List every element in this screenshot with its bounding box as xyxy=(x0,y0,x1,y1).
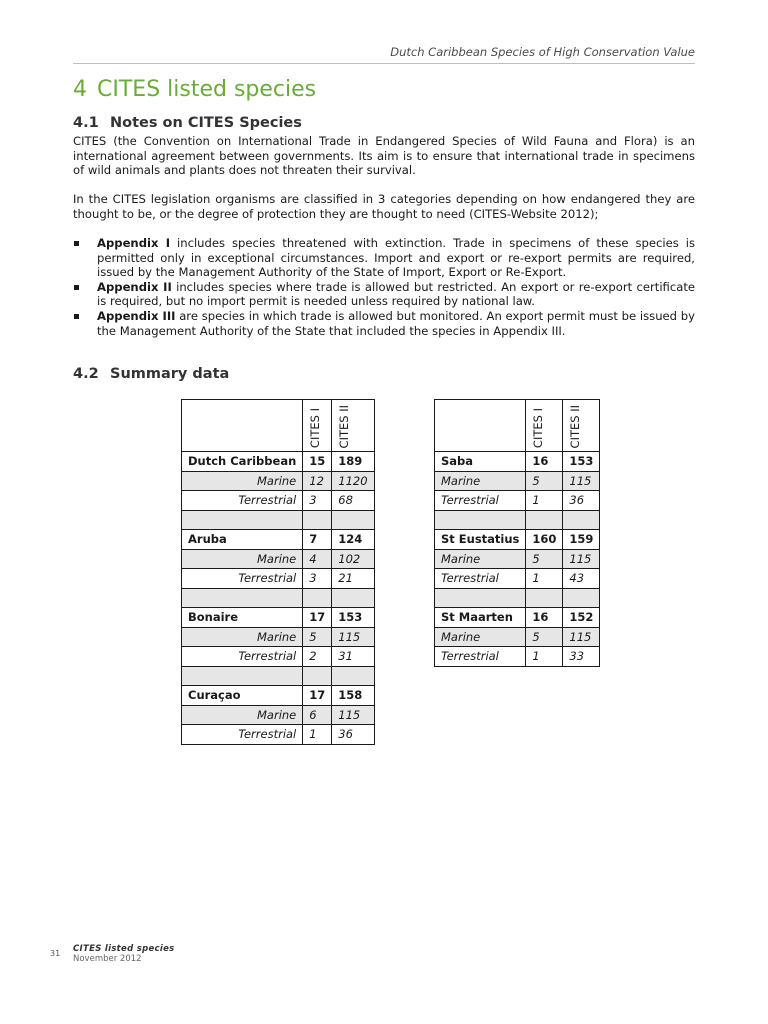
cites-i-value: 17 xyxy=(303,608,332,628)
cites-ii-value: 153 xyxy=(332,608,374,628)
chapter-title xyxy=(73,77,316,102)
row-label: Terrestrial xyxy=(182,725,303,745)
region-name: Curaçao xyxy=(182,686,303,706)
table-spacer-row xyxy=(182,666,375,686)
running-header: Dutch Caribbean Species of High Conservation Value xyxy=(390,45,695,59)
table-row-total xyxy=(182,608,375,628)
appendix-description: includes species where trade is allowed but restricted. An export or re-export certificate is required, but no import permit is needed unless required by national law. xyxy=(97,279,696,309)
cites-ii-value: 1120 xyxy=(332,471,374,491)
section-title: Summary data xyxy=(110,366,230,382)
section-heading-notes xyxy=(73,115,302,131)
row-label: Marine xyxy=(435,549,526,569)
cites-i-value: 3 xyxy=(303,569,332,589)
spacer-cell xyxy=(332,666,374,686)
cites-i-value: 16 xyxy=(526,452,563,472)
chapter-title-text: CITES listed species xyxy=(97,77,317,102)
row-label: Terrestrial xyxy=(182,491,303,511)
appendix-description: are species in which trade is allowed but monitored. An export permit must be issued by the Management Authority of the State that included the species in Appendix III. xyxy=(97,308,695,338)
row-label: Marine xyxy=(435,471,526,491)
cites-i-value: 1 xyxy=(526,647,563,667)
row-label: Marine xyxy=(182,627,303,647)
cites-i-value: 5 xyxy=(526,627,563,647)
island-name: St Eustatius xyxy=(435,530,526,550)
cites-ii-value: 153 xyxy=(563,452,600,472)
appendix-list xyxy=(73,236,695,338)
table-row-terrestrial xyxy=(182,725,375,745)
spacer-cell xyxy=(303,588,332,608)
table-header-row xyxy=(435,400,600,452)
table-row-marine xyxy=(435,471,600,491)
cites-ii-value: 102 xyxy=(332,549,374,569)
summary-table-right xyxy=(434,399,600,667)
island-name: St Maarten xyxy=(435,608,526,628)
cites-ii-value: 115 xyxy=(332,705,374,725)
cites-i-value: 4 xyxy=(303,549,332,569)
section-heading-summary xyxy=(73,366,229,382)
cites-i-value: 2 xyxy=(303,647,332,667)
spacer-cell xyxy=(563,510,600,530)
section-number: 4.2 xyxy=(73,366,99,382)
spacer-cell xyxy=(303,510,332,530)
row-label: Terrestrial xyxy=(435,569,526,589)
table-row-terrestrial xyxy=(182,569,375,589)
cites-i-value: 5 xyxy=(526,549,563,569)
bullet-icon xyxy=(74,314,79,319)
intro-paragraph: CITES (the Convention on International Trade in Endangered Species of Wild Fauna and Flora) is an international agreement between governments. Its aim is to ensure that international trade in specimens of wild animals and plants does not threaten their survival. xyxy=(73,134,695,178)
list-item-appendix-iii xyxy=(73,309,695,338)
spacer-cell xyxy=(435,588,526,608)
table-corner xyxy=(435,400,526,452)
cites-i-value: 12 xyxy=(303,471,332,491)
table-spacer-row xyxy=(435,510,600,530)
table-row-terrestrial xyxy=(435,569,600,589)
region-name: Dutch Caribbean xyxy=(182,452,303,472)
list-item-appendix-ii xyxy=(73,280,695,309)
table-spacer-row xyxy=(435,588,600,608)
table-row-marine xyxy=(182,471,375,491)
footer-title: CITES listed species xyxy=(73,944,175,954)
table-row-marine xyxy=(435,549,600,569)
cites-i-value: 15 xyxy=(303,452,332,472)
cites-ii-value: 115 xyxy=(563,627,600,647)
spacer-cell xyxy=(303,666,332,686)
cites-ii-value: 152 xyxy=(563,608,600,628)
section-title: Notes on CITES Species xyxy=(110,115,302,131)
page-number: 31 xyxy=(50,949,61,958)
cites-i-value: 1 xyxy=(303,725,332,745)
table-row-terrestrial xyxy=(435,491,600,511)
bullet-icon xyxy=(74,285,79,290)
chapter-number: 4 xyxy=(73,77,87,102)
column-header-text: CITES I xyxy=(531,407,546,448)
spacer-cell xyxy=(526,510,563,530)
column-header-cites-ii xyxy=(332,400,374,452)
table-row-marine xyxy=(182,549,375,569)
cites-ii-value: 43 xyxy=(563,569,600,589)
table-row-total xyxy=(182,686,375,706)
cites-i-value: 1 xyxy=(526,569,563,589)
cites-ii-value: 115 xyxy=(563,549,600,569)
appendix-term: Appendix III xyxy=(97,308,176,323)
column-header-text: CITES II xyxy=(568,404,583,448)
table-row-marine xyxy=(182,627,375,647)
appendix-description: includes species threatened with extinction. Trade in specimens of these species is permitted only in exceptional circumstances. Import and export or re-export permits are required, issued by the Management Authority of the State of Import, Export or Re-Export. xyxy=(97,236,695,280)
cites-i-value: 3 xyxy=(303,491,332,511)
spacer-cell xyxy=(182,510,303,530)
appendix-term: Appendix I xyxy=(97,236,171,250)
region-name: Bonaire xyxy=(182,608,303,628)
cites-ii-value: 31 xyxy=(332,647,374,667)
cites-ii-value: 159 xyxy=(563,530,600,550)
spacer-cell xyxy=(182,588,303,608)
column-header-text: CITES II xyxy=(337,404,352,448)
cites-ii-value: 68 xyxy=(332,491,374,511)
table-row-terrestrial xyxy=(182,647,375,667)
spacer-cell xyxy=(526,588,563,608)
cites-i-value: 1 xyxy=(526,491,563,511)
table-row-marine xyxy=(182,705,375,725)
bullet-icon xyxy=(74,241,79,246)
column-header-cites-i xyxy=(526,400,563,452)
table-row-terrestrial xyxy=(435,647,600,667)
cites-i-value: 160 xyxy=(526,530,563,550)
cites-ii-value: 21 xyxy=(332,569,374,589)
cites-ii-value: 189 xyxy=(332,452,374,472)
summary-table-left xyxy=(181,399,375,745)
cites-ii-value: 115 xyxy=(563,471,600,491)
table-row-total xyxy=(182,530,375,550)
table-row-total xyxy=(435,452,600,472)
island-name: Saba xyxy=(435,452,526,472)
table-corner xyxy=(182,400,303,452)
row-label: Terrestrial xyxy=(182,569,303,589)
row-label: Terrestrial xyxy=(435,491,526,511)
spacer-cell xyxy=(435,510,526,530)
cites-i-value: 17 xyxy=(303,686,332,706)
spacer-cell xyxy=(332,588,374,608)
table-row-total xyxy=(435,530,600,550)
appendix-term: Appendix II xyxy=(97,279,172,294)
cites-i-value: 7 xyxy=(303,530,332,550)
table-spacer-row xyxy=(182,510,375,530)
spacer-cell xyxy=(332,510,374,530)
header-rule xyxy=(73,63,695,64)
row-label: Marine xyxy=(435,627,526,647)
table-row-total xyxy=(435,608,600,628)
cites-ii-value: 115 xyxy=(332,627,374,647)
cites-ii-value: 158 xyxy=(332,686,374,706)
cites-ii-value: 124 xyxy=(332,530,374,550)
table-header-row xyxy=(182,400,375,452)
table-row-marine xyxy=(435,627,600,647)
row-label: Marine xyxy=(182,705,303,725)
column-header-cites-i xyxy=(303,400,332,452)
cites-ii-value: 36 xyxy=(332,725,374,745)
spacer-cell xyxy=(563,588,600,608)
column-header-text: CITES I xyxy=(308,407,323,448)
cites-ii-value: 36 xyxy=(563,491,600,511)
row-label: Marine xyxy=(182,471,303,491)
footer-date: November 2012 xyxy=(73,954,142,964)
row-label: Terrestrial xyxy=(182,647,303,667)
row-label: Marine xyxy=(182,549,303,569)
classification-paragraph: In the CITES legislation organisms are classified in 3 categories depending on how endangered they are thought to be, or the degree of protection they are thought to need (CITES-Website 2012); xyxy=(73,192,695,221)
list-item-appendix-i xyxy=(73,236,695,280)
table-row-total xyxy=(182,452,375,472)
table-spacer-row xyxy=(182,588,375,608)
spacer-cell xyxy=(182,666,303,686)
table-row-terrestrial xyxy=(182,491,375,511)
column-header-cites-ii xyxy=(563,400,600,452)
region-name: Aruba xyxy=(182,530,303,550)
cites-i-value: 5 xyxy=(303,627,332,647)
section-number: 4.1 xyxy=(73,115,99,131)
cites-ii-value: 33 xyxy=(563,647,600,667)
cites-i-value: 5 xyxy=(526,471,563,491)
row-label: Terrestrial xyxy=(435,647,526,667)
cites-i-value: 16 xyxy=(526,608,563,628)
cites-i-value: 6 xyxy=(303,705,332,725)
